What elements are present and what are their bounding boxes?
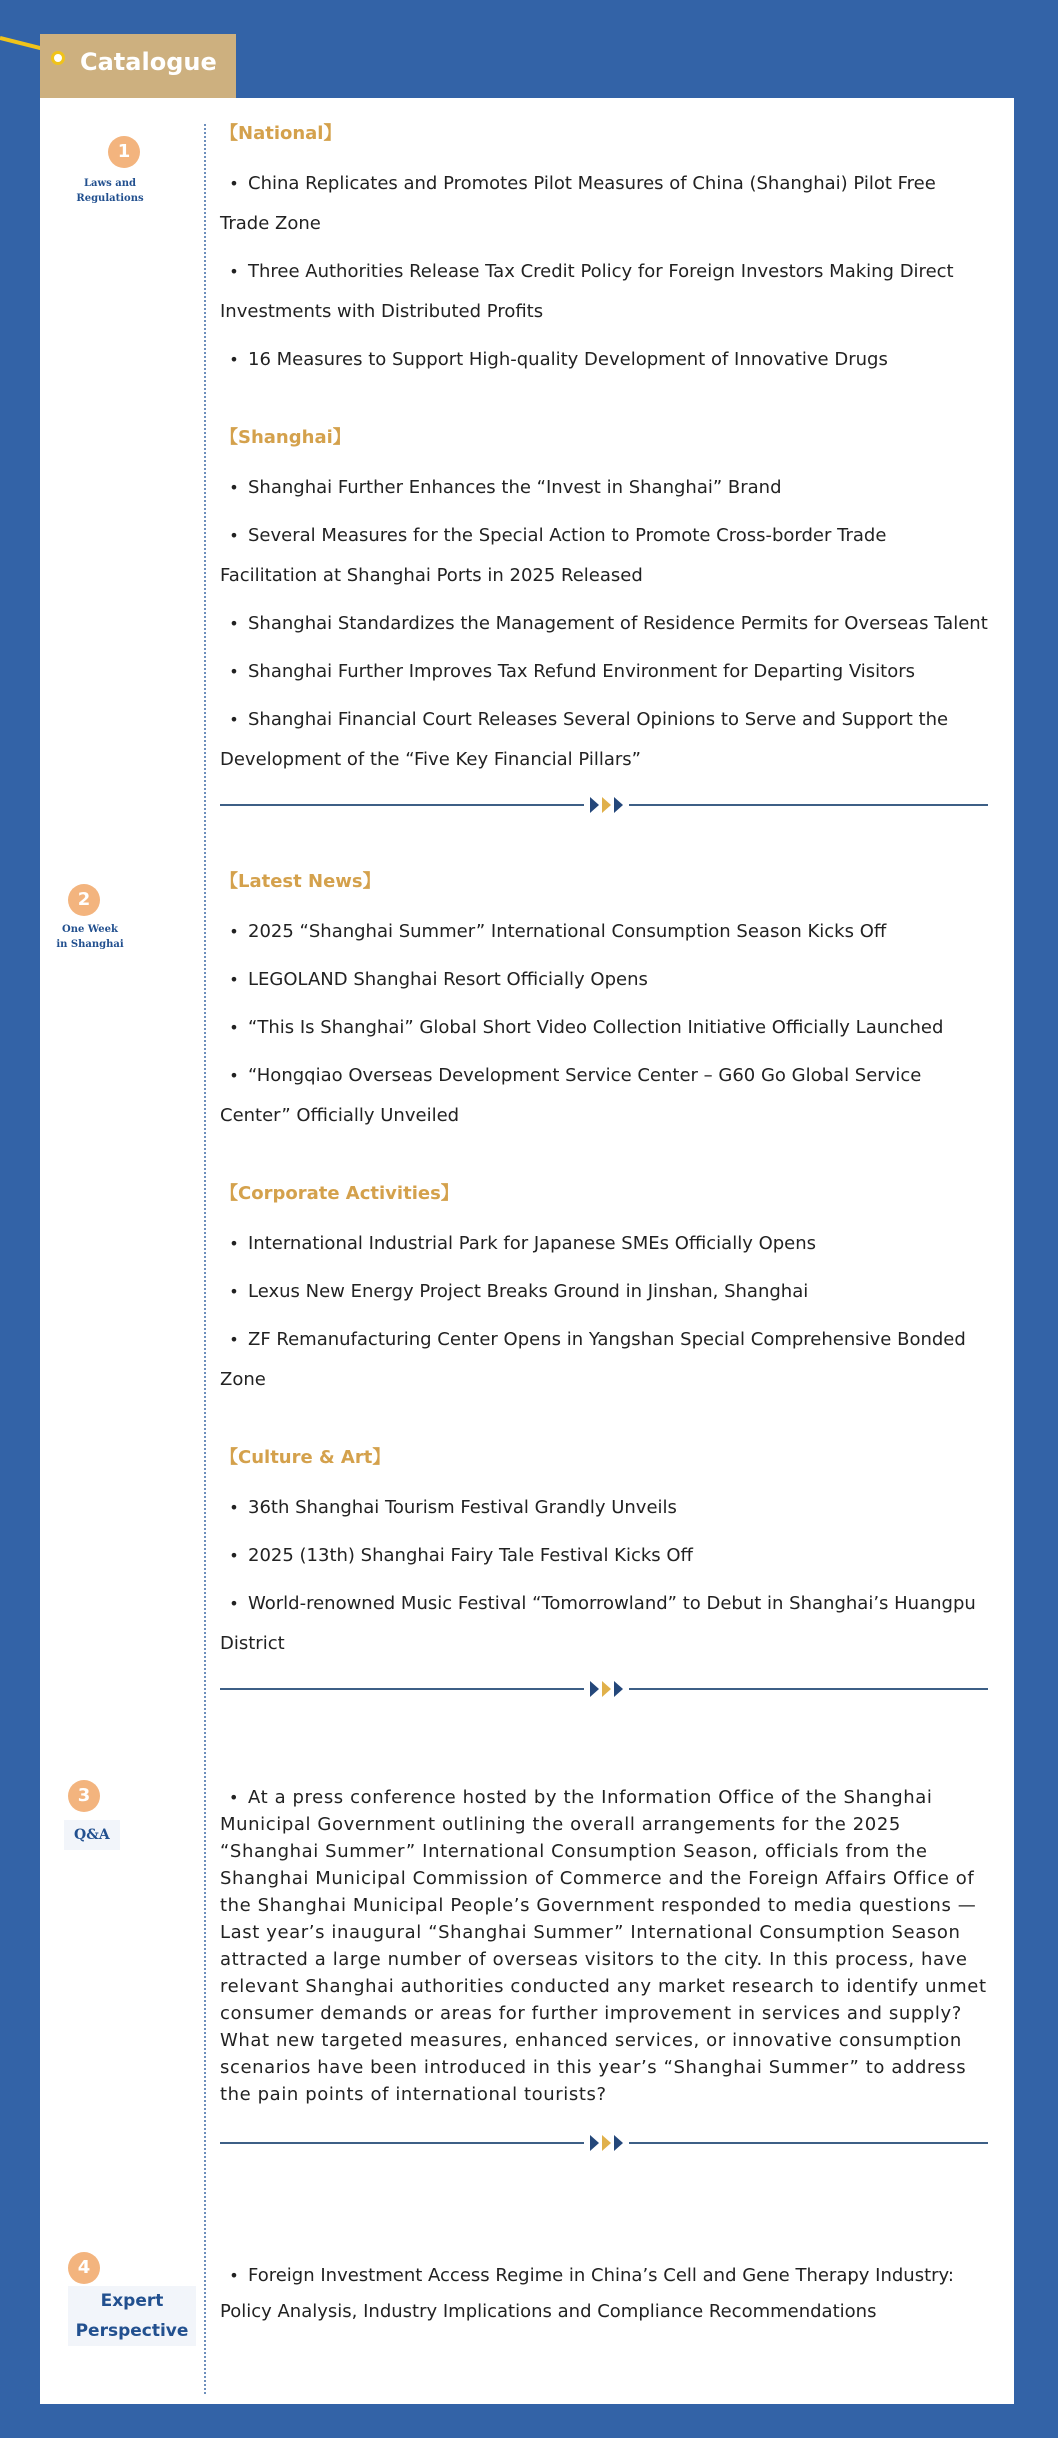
- catalogue-link[interactable]: [220, 468, 988, 508]
- bullet-icon: •: [229, 922, 239, 941]
- catalogue-link[interactable]: [220, 1224, 988, 1264]
- triple-arrow-icon: [584, 2132, 629, 2154]
- catalogue-link[interactable]: [220, 1008, 988, 1048]
- bullet-icon: •: [229, 1066, 239, 1085]
- bullet-icon: •: [229, 174, 239, 193]
- bullet-icon: •: [229, 1594, 239, 1613]
- bullet-icon: •: [229, 262, 239, 281]
- bullet-icon: •: [229, 970, 239, 989]
- category-heading: 【National】: [220, 123, 342, 144]
- item-text: 2025 (13th) Shanghai Fairy Tale Festival Kicks Off: [248, 1545, 693, 1566]
- timeline-dotted-line: [204, 124, 206, 2394]
- section-divider: [220, 794, 988, 816]
- catalogue-tag-line: [0, 36, 43, 51]
- item-text: Shanghai Further Improves Tax Refund Environment for Departing Visitors: [248, 661, 915, 682]
- catalogue-link[interactable]: [220, 164, 988, 244]
- catalogue-link[interactable]: [220, 604, 988, 644]
- section-label-line: Laws and: [84, 178, 136, 189]
- section-divider: [220, 1678, 988, 1700]
- item-text: “Hongqiao Overseas Development Service Center – G60 Go Global Service Center” Officially Unveiled: [220, 1065, 922, 1126]
- section-label-line: One Week: [62, 924, 118, 935]
- item-text: Three Authorities Release Tax Credit Policy for Foreign Investors Making Direct Investments with Distributed Profits: [220, 261, 954, 322]
- qa-link[interactable]: [220, 1784, 988, 2108]
- item-text: Shanghai Standardizes the Management of Residence Permits for Overseas Talent: [248, 613, 988, 634]
- item-text: Lexus New Energy Project Breaks Ground in Jinshan, Shanghai: [248, 1281, 809, 1302]
- catalogue-link[interactable]: [220, 700, 988, 780]
- bullet-icon: •: [229, 1546, 239, 1565]
- section-label-one-week-in-shanghai: [40, 922, 140, 952]
- catalogue-link[interactable]: [220, 1488, 988, 1528]
- bullet-icon: •: [228, 1788, 240, 1807]
- section-number-badge: 2: [68, 884, 100, 916]
- section-label-expert-perspective: [68, 2286, 196, 2346]
- catalogue-header: [40, 34, 236, 98]
- bullet-icon: •: [229, 350, 239, 369]
- bullet-icon: •: [229, 1330, 239, 1349]
- item-text: International Industrial Park for Japanese SMEs Officially Opens: [248, 1233, 817, 1254]
- section-laws-and-regulations: [220, 118, 988, 816]
- section-qa: [220, 1784, 988, 2154]
- bullet-icon: •: [229, 478, 239, 497]
- catalogue-link[interactable]: [220, 1536, 988, 1576]
- item-text: ZF Remanufacturing Center Opens in Yangshan Special Comprehensive Bonded Zone: [220, 1329, 966, 1390]
- section-label-line: in Shanghai: [56, 939, 124, 950]
- section-one-week-in-shanghai: [220, 866, 988, 1700]
- catalogue-link[interactable]: [220, 252, 988, 332]
- category-heading: 【Culture & Art】: [220, 1447, 391, 1468]
- tab-dot-icon: [51, 51, 65, 65]
- category-heading: 【Shanghai】: [220, 427, 351, 448]
- section-expert-perspective: [220, 2258, 988, 2330]
- bullet-icon: •: [229, 1018, 239, 1037]
- item-text: World-renowned Music Festival “Tomorrowland” to Debut in Shanghai’s Huangpu District: [220, 1593, 976, 1654]
- item-text: Shanghai Financial Court Releases Several Opinions to Serve and Support the Development of the “Five Key Financial Pillars”: [220, 709, 949, 770]
- item-text: Several Measures for the Special Action to Promote Cross-border Trade Facilitation at Shanghai Ports in 2025 Released: [220, 525, 887, 586]
- catalogue-link[interactable]: [220, 1272, 988, 1312]
- section-number-badge: 3: [68, 1780, 100, 1812]
- catalogue-link[interactable]: [220, 1320, 988, 1400]
- catalogue-link[interactable]: [220, 2258, 988, 2330]
- bullet-icon: •: [229, 526, 239, 545]
- bullet-icon: •: [229, 614, 239, 633]
- catalogue-link[interactable]: [220, 652, 988, 692]
- catalogue-panel: [40, 98, 1014, 2404]
- bullet-icon: •: [229, 1234, 239, 1253]
- section-label-laws-and-regulations: [60, 176, 160, 206]
- bullet-icon: •: [229, 1498, 239, 1517]
- section-number-badge: 4: [68, 2252, 100, 2284]
- category-heading: 【Corporate Activities】: [220, 1183, 459, 1204]
- triple-arrow-icon: [584, 1678, 629, 1700]
- qa-text: At a press conference hosted by the Information Office of the Shanghai Municipal Government outlining the overall arrangements for the 2025 “Shanghai Summer” International Consumption Season, officials from the Shanghai Municipal Commission of Commerce and the Foreign Affairs Office of the Shanghai Municipal People’s Government responded to media questions — Last year’s inaugural “Shanghai Summer” International Consumption Season attracted a large number of overseas visitors to the city. In this process, have relevant Shanghai authorities conducted any market research to identify unmet consumer demands or areas for further improvement in services and supply? What new targeted measures, enhanced services, or innovative consumption scenarios have been introduced in this year’s “Shanghai Summer” to address the pain points of international tourists?: [220, 1787, 987, 2105]
- catalogue-link[interactable]: [220, 340, 988, 380]
- section-number-badge: 1: [108, 136, 140, 168]
- item-text: LEGOLAND Shanghai Resort Officially Opens: [248, 969, 648, 990]
- catalogue-link[interactable]: [220, 912, 988, 952]
- item-text: Foreign Investment Access Regime in China’s Cell and Gene Therapy Industry: Policy Analysis, Industry Implications and Compliance Recommendations: [220, 2265, 954, 2322]
- item-text: China Replicates and Promotes Pilot Measures of China (Shanghai) Pilot Free Trade Zone: [220, 173, 936, 234]
- item-text: “This Is Shanghai” Global Short Video Collection Initiative Officially Launched: [248, 1017, 944, 1038]
- catalogue-link[interactable]: [220, 516, 988, 596]
- bullet-icon: •: [229, 1282, 239, 1301]
- catalogue-link[interactable]: [220, 1584, 988, 1664]
- category-heading: 【Latest News】: [220, 871, 381, 892]
- item-text: 16 Measures to Support High-quality Development of Innovative Drugs: [248, 349, 888, 370]
- item-text: 2025 “Shanghai Summer” International Consumption Season Kicks Off: [248, 921, 887, 942]
- section-label-line: Perspective: [75, 2321, 189, 2341]
- catalogue-title: Catalogue: [80, 48, 217, 76]
- item-text: 36th Shanghai Tourism Festival Grandly Unveils: [248, 1497, 677, 1518]
- section-label-line: Expert: [100, 2291, 164, 2311]
- bullet-icon: •: [229, 662, 239, 681]
- section-label-line: Regulations: [76, 193, 144, 204]
- catalogue-link[interactable]: [220, 960, 988, 1000]
- item-text: Shanghai Further Enhances the “Invest in Shanghai” Brand: [248, 477, 782, 498]
- section-divider: [220, 2132, 988, 2154]
- section-label-qa: Q&A: [64, 1820, 120, 1850]
- bullet-icon: •: [229, 2266, 239, 2285]
- triple-arrow-icon: [584, 794, 629, 816]
- bullet-icon: •: [229, 710, 239, 729]
- catalogue-link[interactable]: [220, 1056, 988, 1136]
